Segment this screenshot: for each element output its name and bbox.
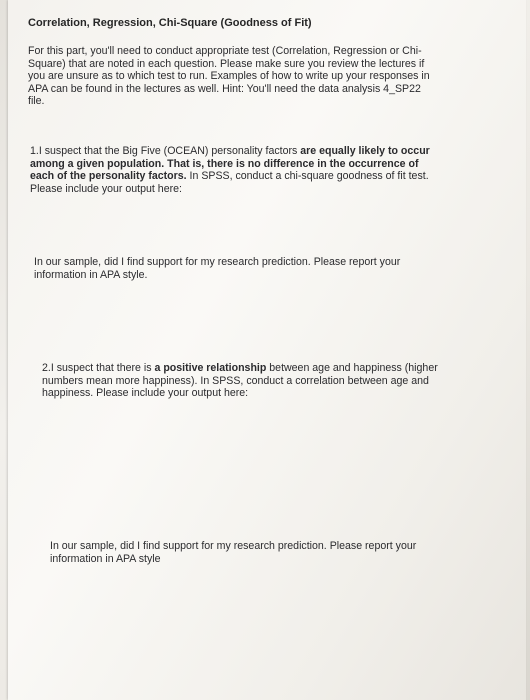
- question-1: [30, 145, 492, 195]
- question-1-emphasis-line: among a given population. That is, there is no difference in the occurrence of: [30, 157, 419, 170]
- question-1-line: [30, 145, 492, 158]
- instructions-line: file.: [28, 95, 45, 108]
- question-1-text: 1.I suspect that the Big Five (OCEAN) personality factors: [30, 145, 301, 157]
- question-2: [42, 362, 487, 400]
- question-1-emphasis: are equally likely to occur: [300, 145, 430, 157]
- question-1-emphasis: each of the personality factors.: [30, 170, 187, 183]
- section-heading: Correlation, Regression, Chi-Square (Goodness of Fit): [28, 17, 312, 29]
- question-2-text: 2.I suspect that there is: [42, 362, 155, 374]
- question-2-followup: [50, 540, 470, 565]
- instructions-line: For this part, you'll need to conduct appropriate test (Correlation, Regression or Chi-: [28, 45, 422, 57]
- instructions-line: Square) that are noted in each question. Please make sure you review the lectures if: [28, 57, 425, 70]
- question-2-followup-line: information in APA style: [50, 552, 161, 565]
- question-2-text: between age and happiness (higher: [266, 362, 438, 374]
- question-1-output-prompt: Please include your output here:: [30, 182, 182, 195]
- question-2-line: [42, 362, 487, 375]
- instructions-line: APA can be found in the lectures as well. Hint: You'll need the data analysis 4_SP22: [28, 82, 421, 95]
- question-2-output-prompt: happiness. Please include your output here:: [42, 387, 249, 400]
- instructions-line: you are unsure as to which test to run. Examples of how to write up your responses in: [28, 70, 430, 83]
- question-1-text: In SPSS, conduct a chi-square goodness of fit test.: [186, 170, 429, 183]
- question-2-line: numbers mean more happiness). In SPSS, conduct a correlation between age and: [42, 374, 429, 387]
- question-1-followup: [34, 256, 464, 281]
- question-2-emphasis: a positive relationship: [154, 362, 267, 374]
- question-1-followup-line: In our sample, did I find support for my research prediction. Please report your: [34, 256, 401, 268]
- paper-sheet: [8, 0, 526, 700]
- question-1-followup-line: information in APA style.: [34, 268, 148, 281]
- question-1-line: [30, 170, 492, 183]
- question-2-followup-line: In our sample, did I find support for my research prediction. Please report your: [50, 540, 417, 552]
- instructions-paragraph: [28, 45, 498, 108]
